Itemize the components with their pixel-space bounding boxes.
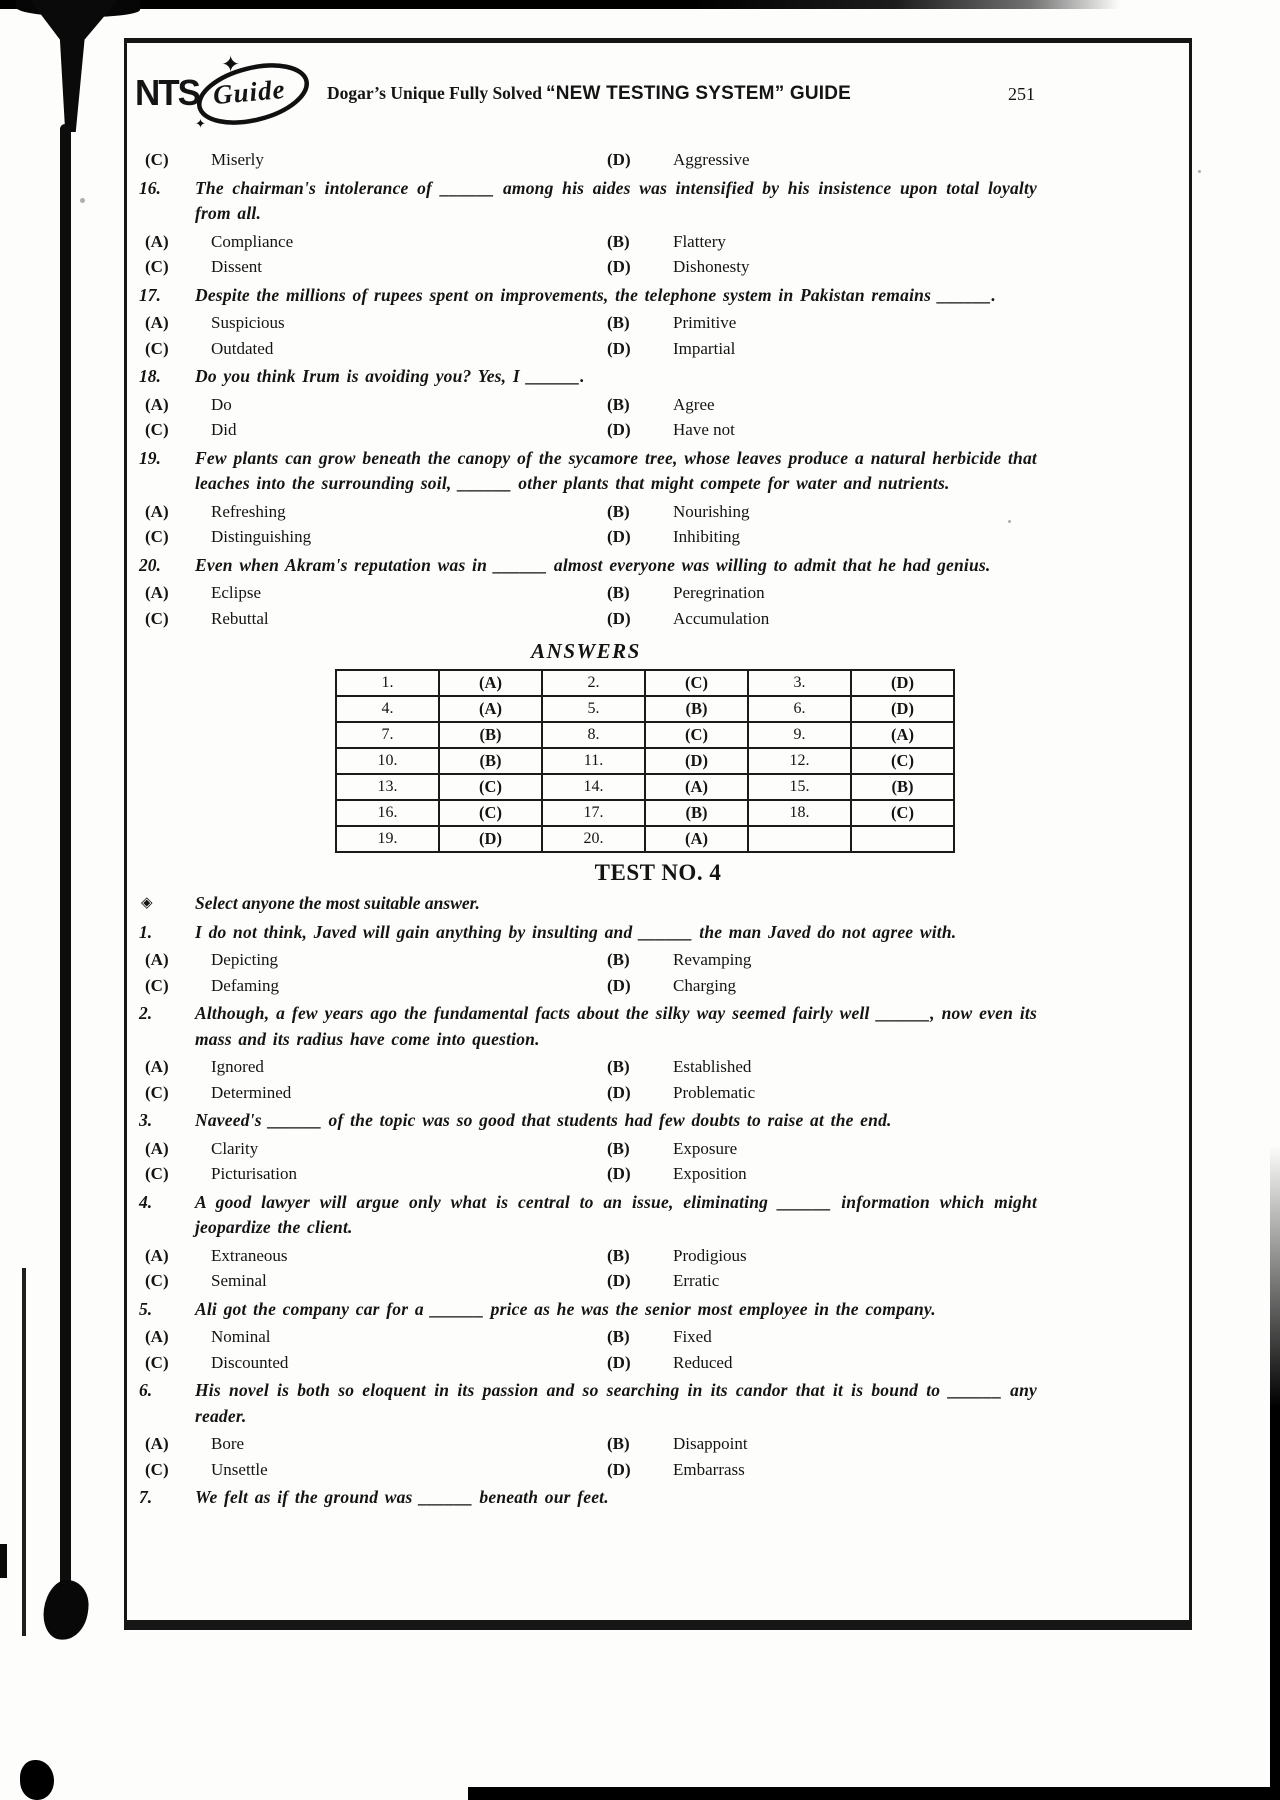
- option-letter: (A): [145, 1057, 169, 1076]
- option-row: [135, 1350, 1037, 1376]
- option-item: [607, 254, 1037, 280]
- option-label: Charging: [673, 975, 736, 995]
- option-letter: (C): [145, 608, 169, 628]
- question-row: [135, 283, 1037, 309]
- option-letter: (A): [145, 313, 169, 332]
- question-row: [135, 1485, 1037, 1511]
- option-item: [607, 417, 1037, 443]
- option-letter: (C): [145, 257, 169, 276]
- answers-row: [336, 696, 954, 722]
- option-letter: (C): [145, 527, 169, 546]
- option-label: Outdated: [211, 338, 274, 358]
- instruction-text: Select anyone the most suitable answer.: [195, 893, 480, 913]
- answer-letter-cell: (C): [439, 774, 542, 800]
- option-letter: (B): [607, 231, 630, 251]
- answer-number-cell: 4.: [336, 696, 439, 722]
- option-row: [135, 310, 1037, 336]
- option-row: [135, 499, 1037, 525]
- option-letter: (C): [145, 150, 169, 169]
- option-letter: (B): [607, 950, 630, 969]
- option-label: Eclipse: [211, 583, 262, 602]
- option-letter: (A): [145, 1434, 169, 1453]
- option-letter: (B): [607, 1245, 630, 1265]
- option-letter: (C): [145, 1459, 169, 1479]
- answer-letter-cell: (B): [439, 748, 542, 774]
- option-row: [135, 417, 1037, 443]
- option-label: Discounted: [211, 1352, 289, 1372]
- answer-letter-cell: (A): [439, 670, 542, 696]
- option-item: [607, 336, 1037, 362]
- question-row: [135, 446, 1037, 497]
- option-label: Reduced: [673, 1352, 733, 1372]
- option-row: [135, 254, 1037, 280]
- scan-artifact-bottom-bar: [468, 1787, 1280, 1800]
- option-letter: (D): [607, 1164, 631, 1183]
- option-item: [607, 1457, 1037, 1483]
- answers-heading: ANSWERS: [531, 639, 641, 663]
- answer-number-cell: 10.: [336, 748, 439, 774]
- question-row: [135, 920, 1037, 946]
- option-row: [135, 1324, 1037, 1350]
- question-number: 7.: [139, 1487, 153, 1507]
- option-row: [135, 229, 1037, 255]
- option-label: Miserly: [211, 150, 264, 169]
- option-label: Nourishing: [673, 501, 750, 521]
- answer-number-cell: 19.: [336, 826, 439, 852]
- option-item: [145, 1431, 607, 1457]
- option-letter: (B): [607, 394, 630, 414]
- answer-letter-cell: (C): [645, 670, 748, 696]
- question-text: Few plants can grow beneath the canopy of the sycamore tree, whose leaves produce a natural herbicide that leaches into the surrounding soil, ______ other plants that might compete for water and nutrients.: [195, 447, 1037, 493]
- option-label: Exposure: [673, 1138, 738, 1158]
- option-label: Dishonesty: [673, 257, 750, 276]
- option-letter: (B): [607, 313, 630, 332]
- option-row: [135, 1054, 1037, 1080]
- option-letter: (C): [145, 420, 169, 439]
- option-row: [135, 1243, 1037, 1269]
- question-number: 1.: [139, 921, 153, 942]
- logo-star-top-icon: ✦: [221, 52, 241, 78]
- option-row: [135, 524, 1037, 550]
- question-item: [135, 920, 1037, 999]
- option-label: Erratic: [673, 1271, 720, 1290]
- test-content: [135, 147, 1037, 1511]
- option-row: [135, 1161, 1037, 1187]
- question-row: [135, 1378, 1037, 1429]
- option-label: Nominal: [211, 1327, 271, 1346]
- option-letter: (D): [607, 1352, 631, 1372]
- answer-letter-cell: (A): [645, 774, 748, 800]
- answers-row: [336, 722, 954, 748]
- option-letter: (A): [145, 1327, 169, 1346]
- option-letter: (C): [145, 1352, 169, 1372]
- option-item: [607, 1054, 1037, 1080]
- answer-number-cell: 1.: [336, 670, 439, 696]
- header-title-prefix: Dogar’s Unique Fully Solved: [327, 83, 543, 103]
- question-text: Ali got the company car for a ______ price as he was the senior most employee in the company.: [195, 1298, 936, 1319]
- option-letter: (A): [145, 501, 169, 521]
- option-item: [145, 524, 607, 550]
- logo-swoosh: [195, 52, 317, 132]
- question-row: [135, 553, 1037, 579]
- option-item: [145, 147, 607, 173]
- option-item: [607, 1080, 1037, 1106]
- option-label: Picturisation: [211, 1164, 297, 1183]
- option-label: Exposition: [673, 1164, 747, 1183]
- carryover-options: [135, 147, 1037, 173]
- option-item: [607, 524, 1037, 550]
- option-item: [607, 1136, 1037, 1162]
- option-item: [145, 254, 607, 280]
- option-label: Depicting: [211, 950, 279, 969]
- option-letter: (D): [607, 975, 631, 995]
- option-letter: (A): [145, 231, 169, 251]
- answer-number-cell: [748, 826, 851, 852]
- option-item: [145, 580, 607, 606]
- option-item: [145, 1457, 607, 1483]
- answer-letter-cell: (A): [851, 722, 954, 748]
- answers-row: [336, 670, 954, 696]
- option-letter: (B): [607, 1327, 630, 1346]
- option-label: Inhibiting: [673, 527, 741, 546]
- option-item: [145, 392, 607, 418]
- option-label: Bore: [211, 1434, 245, 1453]
- option-letter: (A): [145, 1138, 169, 1158]
- answer-number-cell: 5.: [542, 696, 645, 722]
- scan-artifact-top-bar: [0, 0, 1120, 9]
- answers-row: [336, 774, 954, 800]
- option-letter: (B): [607, 1057, 630, 1076]
- option-item: [607, 147, 1037, 173]
- option-label: Fixed: [673, 1327, 712, 1346]
- answers-table: [335, 669, 955, 853]
- answer-letter-cell: (C): [851, 748, 954, 774]
- option-row: [135, 580, 1037, 606]
- answer-number-cell: 16.: [336, 800, 439, 826]
- question-number: 3.: [139, 1110, 153, 1130]
- brand-logo: [135, 52, 317, 132]
- answer-number-cell: 9.: [748, 722, 851, 748]
- instruction-row: [135, 891, 1037, 917]
- question-number: 6.: [139, 1380, 153, 1400]
- scan-artifact-bottom-left-blob: [20, 1760, 54, 1800]
- option-item: [145, 417, 607, 443]
- question-item: [135, 1108, 1037, 1187]
- page-number: 251: [1008, 83, 1035, 104]
- question-number: 2.: [139, 1003, 153, 1023]
- option-item: [145, 1268, 607, 1294]
- answer-letter-cell: (B): [851, 774, 954, 800]
- option-item: [607, 1243, 1037, 1269]
- option-letter: (C): [145, 1082, 169, 1102]
- scan-artifact-left-line: [22, 1268, 26, 1636]
- question-number: 19.: [139, 447, 161, 468]
- page-border: [124, 38, 1192, 1630]
- option-letter: (D): [607, 1459, 631, 1479]
- page-content: [127, 43, 1189, 1511]
- scan-artifact-top-blotch: [16, 0, 140, 17]
- option-label: Peregrination: [673, 583, 765, 602]
- option-letter: (A): [145, 950, 169, 969]
- scan-artifact-smudge-blob: [40, 1577, 92, 1643]
- option-letter: (B): [607, 1138, 630, 1158]
- option-item: [607, 229, 1037, 255]
- question-item: [135, 1001, 1037, 1105]
- option-label: Agree: [673, 394, 715, 414]
- option-label: Do: [211, 394, 232, 414]
- option-item: [145, 947, 607, 973]
- question-text: Do you think Irum is avoiding you? Yes, I ______.: [195, 366, 585, 386]
- answer-letter-cell: (C): [645, 722, 748, 748]
- option-label: Prodigious: [673, 1245, 747, 1265]
- answer-number-cell: 18.: [748, 800, 851, 826]
- option-letter: (D): [607, 1082, 631, 1102]
- option-label: Have not: [673, 420, 735, 439]
- option-letter: (D): [607, 608, 631, 628]
- option-row: [135, 1268, 1037, 1294]
- option-item: [145, 1243, 607, 1269]
- question-row: [135, 364, 1037, 390]
- answer-number-cell: 17.: [542, 800, 645, 826]
- question-number: 17.: [139, 284, 161, 305]
- option-row: [135, 1457, 1037, 1483]
- question-row: [135, 1190, 1037, 1241]
- scan-speck: [1198, 170, 1201, 173]
- answer-number-cell: 7.: [336, 722, 439, 748]
- diamond-bullet-icon: ◈: [141, 895, 153, 911]
- option-item: [607, 1431, 1037, 1457]
- header-title-main: “NEW TESTING SYSTEM” GUIDE: [546, 83, 852, 104]
- answer-letter-cell: (A): [439, 696, 542, 722]
- option-label: Did: [211, 420, 237, 439]
- question-text: A good lawyer will argue only what is central to an issue, eliminating ______ information which might jeopardize the client.: [195, 1191, 1037, 1237]
- option-item: [145, 1350, 607, 1376]
- option-item: [607, 606, 1037, 632]
- logo-star-bottom-icon: ✦: [195, 117, 206, 132]
- answer-letter-cell: [851, 826, 954, 852]
- question-text: Naveed's ______ of the topic was so good that students had few doubts to raise at the end.: [195, 1110, 892, 1130]
- questions-test4: [135, 920, 1037, 1511]
- option-label: Distinguishing: [211, 527, 312, 546]
- header-title: [327, 83, 851, 105]
- option-item: [607, 1350, 1037, 1376]
- option-item: [607, 580, 1037, 606]
- answer-number-cell: 8.: [542, 722, 645, 748]
- scan-artifact-smudge-top: [30, 0, 118, 132]
- option-letter: (A): [145, 1245, 169, 1265]
- option-letter: (D): [607, 1271, 631, 1290]
- answer-number-cell: 13.: [336, 774, 439, 800]
- question-number: 18.: [139, 366, 161, 386]
- option-item: [145, 499, 607, 525]
- option-item: [607, 392, 1037, 418]
- option-item: [607, 1324, 1037, 1350]
- answers-row: [336, 800, 954, 826]
- answers-row: [336, 748, 954, 774]
- option-row: [135, 1431, 1037, 1457]
- answer-letter-cell: (B): [645, 696, 748, 722]
- option-label: Impartial: [673, 338, 736, 358]
- scan-artifact-smudge-line: [60, 124, 71, 1592]
- logo-guide-text: Guide: [211, 73, 287, 111]
- answer-number-cell: 12.: [748, 748, 851, 774]
- option-label: Suspicious: [211, 313, 285, 332]
- question-item: [135, 283, 1037, 362]
- option-row: [135, 973, 1037, 999]
- option-label: Defaming: [211, 975, 279, 995]
- option-letter: (C): [145, 338, 169, 358]
- question-item: [135, 446, 1037, 550]
- option-letter: (B): [607, 501, 630, 521]
- option-letter: (A): [145, 394, 169, 414]
- question-item: [135, 1378, 1037, 1482]
- option-row: [135, 1080, 1037, 1106]
- option-item: [607, 1161, 1037, 1187]
- answer-letter-cell: (D): [645, 748, 748, 774]
- option-row: [135, 336, 1037, 362]
- option-label: Extraneous: [211, 1245, 288, 1265]
- answer-letter-cell: (B): [645, 800, 748, 826]
- answer-letter-cell: (C): [439, 800, 542, 826]
- option-label: Established: [673, 1057, 752, 1076]
- question-item: [135, 1190, 1037, 1294]
- question-row: [135, 1297, 1037, 1323]
- question-item: [135, 1297, 1037, 1376]
- question-number: 5.: [139, 1298, 153, 1319]
- answer-number-cell: 2.: [542, 670, 645, 696]
- answer-letter-cell: (A): [645, 826, 748, 852]
- question-text: We felt as if the ground was ______ beneath our feet.: [195, 1487, 609, 1507]
- option-label: Compliance: [211, 231, 294, 251]
- option-label: Revamping: [673, 950, 752, 969]
- option-label: Flattery: [673, 231, 726, 251]
- option-label: Accumulation: [673, 608, 770, 628]
- option-letter: (D): [607, 420, 631, 439]
- answer-number-cell: 11.: [542, 748, 645, 774]
- question-item: [135, 1485, 1037, 1511]
- question-item: [135, 364, 1037, 443]
- option-row: [135, 392, 1037, 418]
- option-label: Aggressive: [673, 150, 750, 169]
- question-item: [135, 176, 1037, 280]
- option-label: Unsettle: [211, 1459, 268, 1479]
- answer-number-cell: 14.: [542, 774, 645, 800]
- option-label: Refreshing: [211, 501, 286, 521]
- questions-16-20: [135, 176, 1037, 632]
- answer-letter-cell: (D): [851, 696, 954, 722]
- answer-letter-cell: (C): [851, 800, 954, 826]
- scan-artifact-left-tick: [0, 1544, 7, 1578]
- option-item: [607, 1268, 1037, 1294]
- answer-number-cell: 20.: [542, 826, 645, 852]
- option-item: [607, 499, 1037, 525]
- question-text: Although, a few years ago the fundamental facts about the silky way seemed fairly well ______, now even its mass and its radius have come into question.: [195, 1003, 1037, 1049]
- option-item: [607, 310, 1037, 336]
- option-item: [145, 1054, 607, 1080]
- option-letter: (D): [607, 338, 631, 358]
- question-text: Despite the millions of rupees spent on improvements, the telephone system in Pakistan remains ______.: [195, 284, 996, 305]
- option-label: Clarity: [211, 1138, 259, 1158]
- question-text: The chairman's intolerance of ______ among his aides was intensified by his insistence upon total loyalty from all.: [195, 177, 1037, 223]
- answer-letter-cell: (D): [439, 826, 542, 852]
- answer-number-cell: 15.: [748, 774, 851, 800]
- scan-speck: [80, 198, 85, 203]
- question-row: [135, 1108, 1037, 1134]
- answer-number-cell: 3.: [748, 670, 851, 696]
- scan-artifact-right-bar: [1270, 1145, 1280, 1800]
- option-label: Disappoint: [673, 1434, 748, 1453]
- option-letter: (C): [145, 975, 169, 995]
- answer-number-cell: 6.: [748, 696, 851, 722]
- option-item: [145, 1161, 607, 1187]
- answer-letter-cell: (D): [851, 670, 954, 696]
- option-letter: (C): [145, 1271, 169, 1290]
- answer-letter-cell: (B): [439, 722, 542, 748]
- option-letter: (C): [145, 1164, 169, 1183]
- option-item: [607, 947, 1037, 973]
- question-number: 16.: [139, 177, 161, 198]
- option-label: Determined: [211, 1082, 292, 1102]
- option-row: [135, 1136, 1037, 1162]
- option-item: [145, 1324, 607, 1350]
- option-row: [135, 947, 1037, 973]
- option-label: Rebuttal: [211, 608, 269, 628]
- option-item: [145, 310, 607, 336]
- option-item: [145, 229, 607, 255]
- page-header: [135, 52, 1037, 132]
- question-number: 20.: [139, 554, 161, 575]
- test-title: TEST NO. 4: [594, 860, 722, 885]
- logo-nts-text: NTS: [135, 73, 199, 114]
- option-label: Embarrass: [673, 1459, 745, 1479]
- option-letter: (D): [607, 527, 631, 546]
- option-item: [145, 1080, 607, 1106]
- option-letter: (B): [607, 1434, 630, 1453]
- question-row: [135, 1001, 1037, 1052]
- option-item: [145, 1136, 607, 1162]
- option-letter: (D): [607, 150, 631, 169]
- answers-row: [336, 826, 954, 852]
- option-item: [145, 973, 607, 999]
- option-letter: (B): [607, 583, 630, 602]
- question-number: 4.: [139, 1191, 153, 1212]
- question-text: His novel is both so eloquent in its passion and so searching in its candor that it is bound to ______ any reader.: [195, 1380, 1037, 1426]
- question-row: [135, 176, 1037, 227]
- question-text: Even when Akram's reputation was in ______ almost everyone was willing to admit that he had genius.: [195, 554, 991, 575]
- question-item: [135, 553, 1037, 632]
- option-label: Primitive: [673, 313, 737, 332]
- option-letter: (A): [145, 583, 169, 602]
- option-label: Dissent: [211, 257, 262, 276]
- option-label: Seminal: [211, 1271, 267, 1290]
- option-label: Ignored: [211, 1057, 264, 1076]
- option-row: [135, 606, 1037, 632]
- option-item: [145, 606, 607, 632]
- option-row: [135, 147, 1037, 173]
- option-item: [145, 336, 607, 362]
- option-letter: (D): [607, 257, 631, 276]
- question-text: I do not think, Javed will gain anything by insulting and ______ the man Javed do not agree with.: [195, 921, 957, 942]
- option-label: Problematic: [673, 1082, 756, 1102]
- option-item: [607, 973, 1037, 999]
